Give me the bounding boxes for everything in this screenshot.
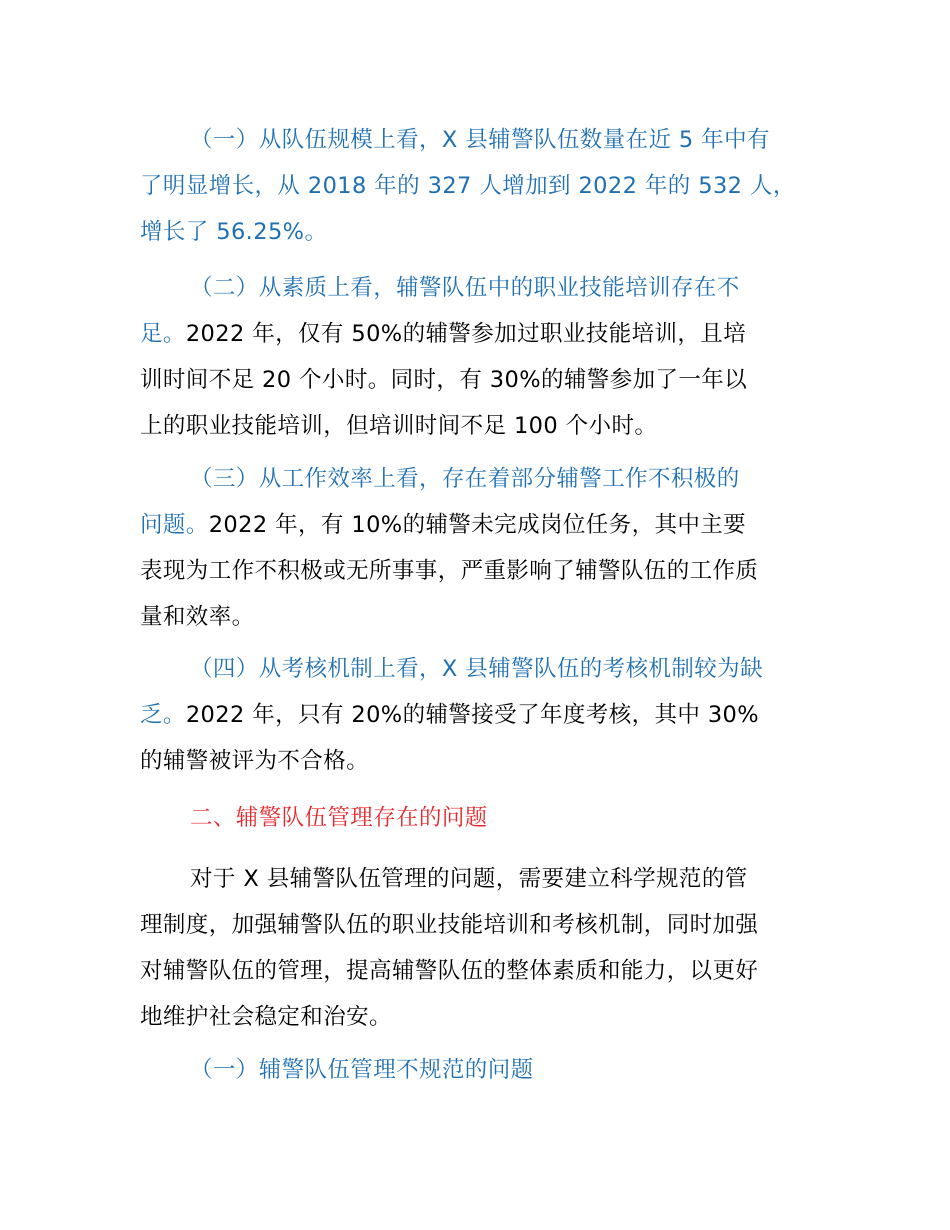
text-span: 足。 [140, 321, 186, 347]
text-line [140, 738, 830, 784]
text-span: 训时间不足 20 个小时。同时，有 30%的辅警参加了一年以 [140, 367, 748, 393]
text-line [140, 994, 830, 1040]
text-span: 2022 年，只有 20%的辅警接受了年度考核，其中 30% [185, 702, 760, 728]
paragraph-efficiency [140, 456, 830, 640]
text-line [140, 856, 830, 902]
text-line [140, 456, 830, 502]
text-span: 量和效率。 [140, 604, 255, 630]
subsection-heading [140, 1047, 830, 1093]
text-line [140, 948, 830, 994]
text-span: （一）从队伍规模上看，X 县辅警队伍数量在近 5 年中有 [190, 127, 770, 153]
text-line [140, 209, 830, 255]
text-line [140, 163, 830, 209]
text-span: 理制度，加强辅警队伍的职业技能培训和考核机制，同时加强 [140, 912, 759, 938]
text-span: （一）辅警队伍管理不规范的问题 [190, 1057, 534, 1083]
paragraph-assessment [140, 646, 830, 784]
text-span: 2022 年，有 10%的辅警未完成岗位任务，其中主要 [208, 512, 747, 538]
paragraph-team-size [140, 117, 830, 255]
text-line [140, 692, 830, 738]
text-line [140, 646, 830, 692]
text-line [140, 403, 830, 449]
text-line [140, 265, 830, 311]
text-span: 对于 X 县辅警队伍管理的问题，需要建立科学规范的管 [190, 866, 748, 892]
text-line [140, 357, 830, 403]
text-line [140, 548, 830, 594]
text-span: 对辅警队伍的管理，提高辅警队伍的整体素质和能力，以更好 [140, 958, 759, 984]
section-heading [140, 795, 830, 841]
text-span: 问题。 [140, 512, 209, 538]
text-line [140, 902, 830, 948]
paragraph-management [140, 856, 830, 1040]
text-line [140, 117, 830, 163]
text-line [140, 1047, 830, 1093]
text-span: 了明显增长，从 2018 年的 327 人增加到 2022 年的 532 人， [140, 173, 796, 199]
text-span: 上的职业技能培训，但培训时间不足 100 个小时。 [140, 413, 658, 439]
text-span: 的辅警被评为不合格。 [140, 748, 370, 774]
text-span: （三）从工作效率上看，存在着部分辅警工作不积极的 [190, 466, 740, 492]
text-span: 二、辅警队伍管理存在的问题 [190, 805, 488, 831]
text-span: 地维护社会稳定和治安。 [140, 1004, 392, 1030]
text-span: 表现为工作不积极或无所事事，严重影响了辅警队伍的工作质 [140, 558, 759, 584]
text-span: 增长了 56.25%。 [140, 219, 328, 245]
text-line [140, 311, 830, 357]
text-span: （四）从考核机制上看，X 县辅警队伍的考核机制较为缺 [190, 656, 763, 682]
text-line [140, 502, 830, 548]
text-line [140, 795, 830, 841]
text-span: 2022 年，仅有 50%的辅警参加过职业技能培训，且培 [185, 321, 747, 347]
text-span: 乏。 [140, 702, 186, 728]
text-line [140, 594, 830, 640]
paragraph-quality [140, 265, 830, 449]
text-span: （二）从素质上看，辅警队伍中的职业技能培训存在不 [190, 275, 740, 301]
